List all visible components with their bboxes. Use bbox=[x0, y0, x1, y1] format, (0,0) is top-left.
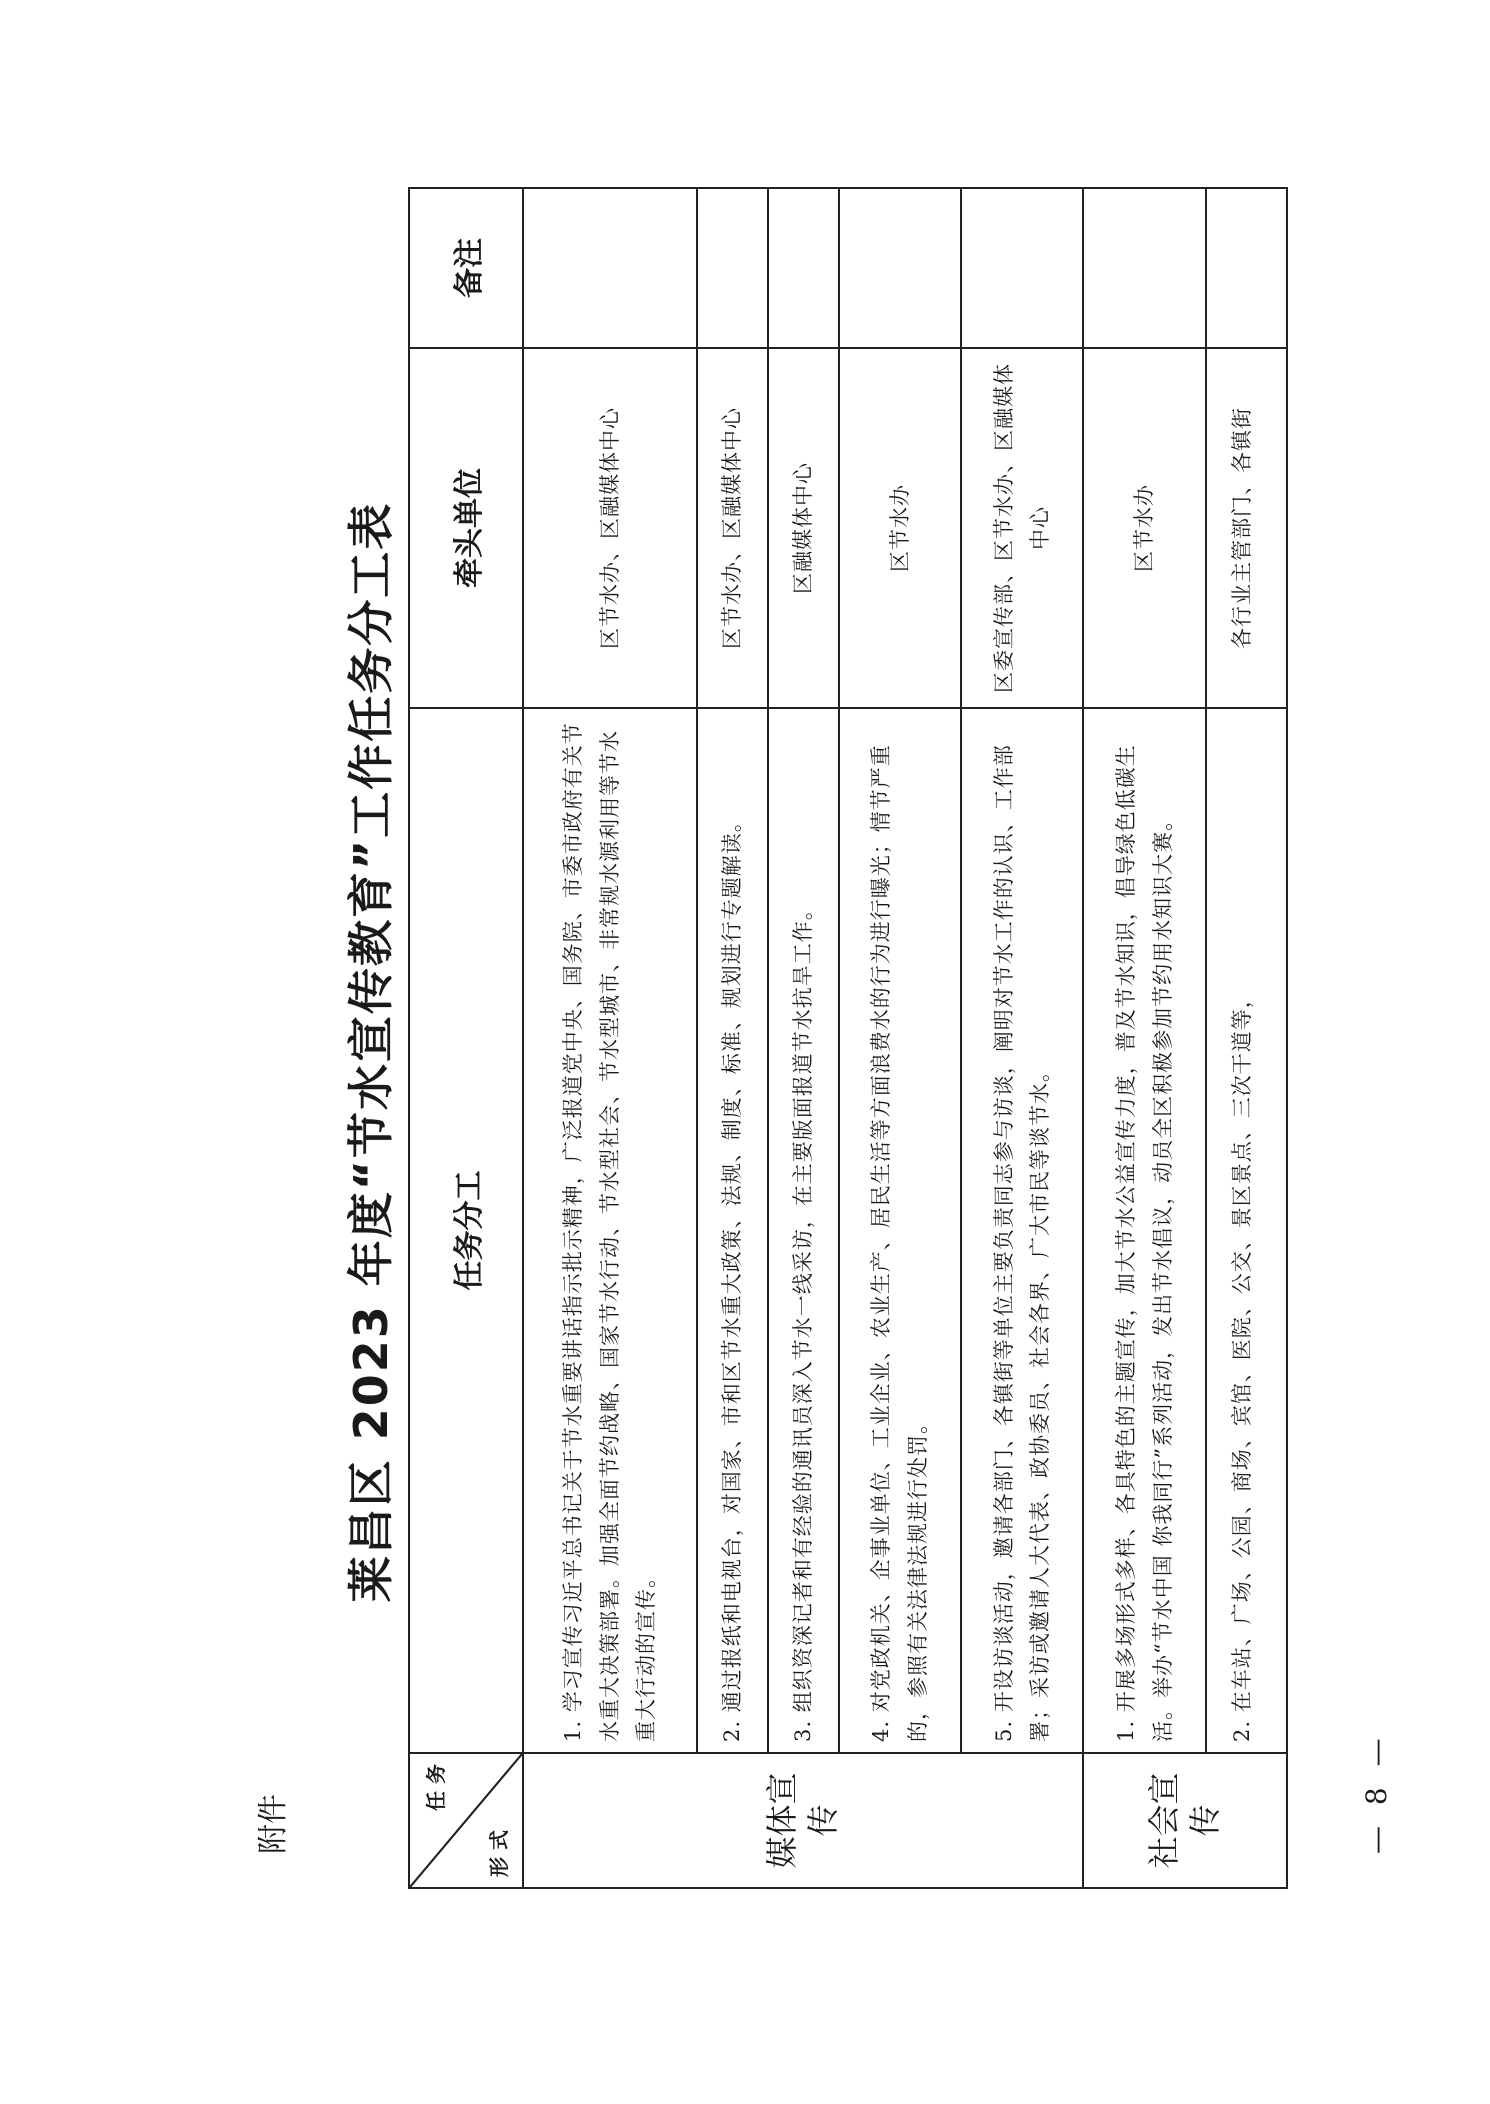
task-cell: 1. 学习宣传习近平总书记关于节水重要讲话指示批示精神，广泛报道党中央、国务院、市委市政府有关节水重大决策部署。加强全面节约战略、国家节水行动、节水型社会、节水型城市、非常规水源利用等节水重大行动的宣传。 bbox=[523, 708, 697, 1753]
lead-unit-cell-text: 各行业主管部门、各镇街 bbox=[1230, 407, 1255, 649]
task-cell: 3. 组织资深记者和有经验的通讯员深入节水一线采访，在主要版面报道节水抗旱工作。 bbox=[768, 708, 839, 1753]
table-row bbox=[961, 188, 1083, 1888]
corner-label-form: 形 式 bbox=[487, 1830, 511, 1877]
lead-unit-cell: 区节水办 bbox=[839, 348, 961, 708]
task-cell: 1. 开展多场形式多样、各具特色的主题宣传，加大节水公益宣传力度，普及节水知识，倡导绿色低碳生活。举办“节水中国 你我同行”系列活动，发出节水倡议，动员全区积极参加节约用水知识大赛。 bbox=[1083, 708, 1205, 1753]
table-row bbox=[1206, 188, 1287, 1888]
remark-cell bbox=[961, 188, 1083, 348]
lead-unit-cell bbox=[1206, 348, 1287, 708]
header-tasks: 任务分工 bbox=[409, 708, 523, 1753]
table-row bbox=[768, 188, 839, 1888]
lead-unit-cell: 区节水办、区融媒体中心 bbox=[523, 348, 697, 708]
attachment-label: 附件 bbox=[256, 1794, 291, 1854]
header-remarks: 备注 bbox=[409, 188, 523, 348]
remark-cell bbox=[839, 188, 961, 348]
lead-unit-cell: 区节水办、区融媒体中心 bbox=[697, 348, 768, 708]
remark-cell bbox=[1083, 188, 1205, 348]
page-number: — 8 — bbox=[1360, 1732, 1393, 1854]
category-media: 媒体宣传 bbox=[523, 1753, 1083, 1888]
table-row bbox=[697, 188, 768, 1888]
page-title: 莱昌区 2023 年度“节水宣传教育”工作任务分工表 bbox=[344, 501, 398, 1603]
header-lead-unit: 牵头单位 bbox=[409, 348, 523, 708]
category-social: 社会宣传 bbox=[1083, 1753, 1287, 1888]
corner-header-cell bbox=[409, 1753, 523, 1888]
task-division-table bbox=[408, 187, 1288, 1889]
task-cell-text: 2. 在车站、广场、公园、商场、宾馆、医院、公交、景区景点、三次干道等， bbox=[1230, 986, 1255, 1742]
task-cell: 2. 通过报纸和电视台，对国家、市和区节水重大政策、法规、制度、标准、规划进行专题解读。 bbox=[697, 708, 768, 1753]
remark-cell bbox=[1206, 188, 1287, 348]
lead-unit-cell: 区融媒体中心 bbox=[768, 348, 839, 708]
table-row bbox=[839, 188, 961, 1888]
table-row bbox=[523, 188, 697, 1888]
table-row bbox=[1083, 188, 1205, 1888]
remark-cell bbox=[523, 188, 697, 348]
lead-unit-cell: 区委宣传部、区节水办、区融媒体中心 bbox=[961, 348, 1083, 708]
task-cell: 5. 开设访谈活动，邀请各部门、各镇街等单位主要负责同志参与访谈，阐明对节水工作的认识、工作部署；采访或邀请人大代表、政协委员、社会各界、广大市民等谈节水。 bbox=[961, 708, 1083, 1753]
remark-cell bbox=[768, 188, 839, 348]
table-header-row bbox=[409, 188, 523, 1888]
task-cell bbox=[1206, 708, 1287, 1753]
task-cell: 4. 对党政机关、企事业单位、工业企业、农业生产、居民生活等方面浪费水的行为进行曝光；情节严重的，参照有关法律法规进行处罚。 bbox=[839, 708, 961, 1753]
remark-cell bbox=[697, 188, 768, 348]
corner-label-task: 任 务 bbox=[424, 1764, 448, 1811]
lead-unit-cell: 区节水办 bbox=[1083, 348, 1205, 708]
